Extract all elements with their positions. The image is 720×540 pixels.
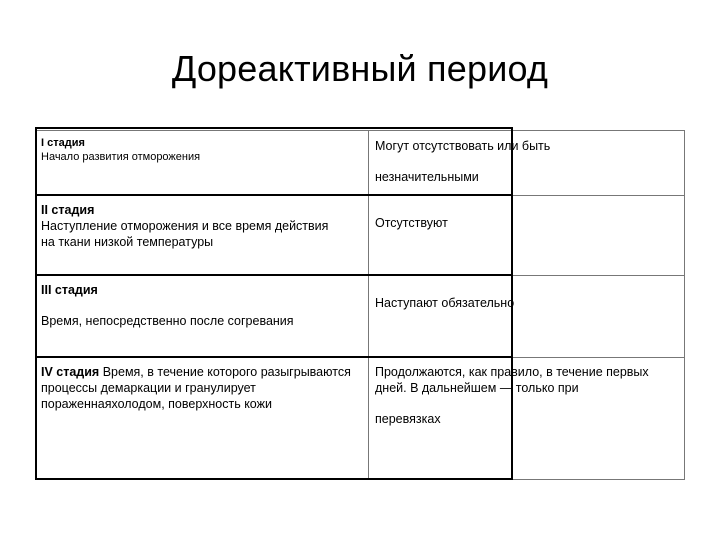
row-2-right	[375, 215, 680, 231]
stage-label: I стадия	[41, 137, 85, 149]
right-text-line-1: Продолжаются, как правило, в течение первых дней. В дальнейшем — только при	[375, 365, 649, 395]
right-text-line-2: незначительными	[375, 170, 479, 184]
right-text: Отсутствуют	[375, 216, 448, 230]
row-1-left	[41, 136, 361, 164]
stage-description: Начало развития отморожения	[41, 151, 201, 163]
frame-line	[35, 356, 513, 358]
right-text-line-2: перевязках	[375, 412, 441, 426]
frame-line	[35, 194, 513, 196]
slide-title: Дореактивный период	[171, 48, 549, 89]
row-3-right	[375, 295, 680, 311]
stage-description: Время, в течение которого разыгрываются процессы демаркации и гранулирует пораженнаяхолодом, поверхность кожи	[41, 365, 351, 411]
stage-label: II стадия	[41, 203, 95, 217]
right-text-line-1: Могут отсутствовать или быть	[375, 139, 551, 153]
row-3-left	[41, 282, 361, 329]
stage-description: Наступление отморожения и все время действия на ткани низкой температуры	[41, 219, 329, 249]
stage-description: Время, непосредственно после согревания	[41, 314, 294, 328]
row-1-right	[375, 138, 680, 185]
stage-label: IV стадия	[41, 365, 100, 379]
row-4-right	[375, 364, 667, 427]
row-4-left	[41, 364, 361, 412]
frame-line	[35, 274, 513, 276]
right-text: Наступают обязательно	[375, 296, 515, 310]
row-2-left	[41, 202, 331, 250]
stage-label: III стадия	[41, 283, 98, 297]
grid-line	[684, 130, 685, 480]
